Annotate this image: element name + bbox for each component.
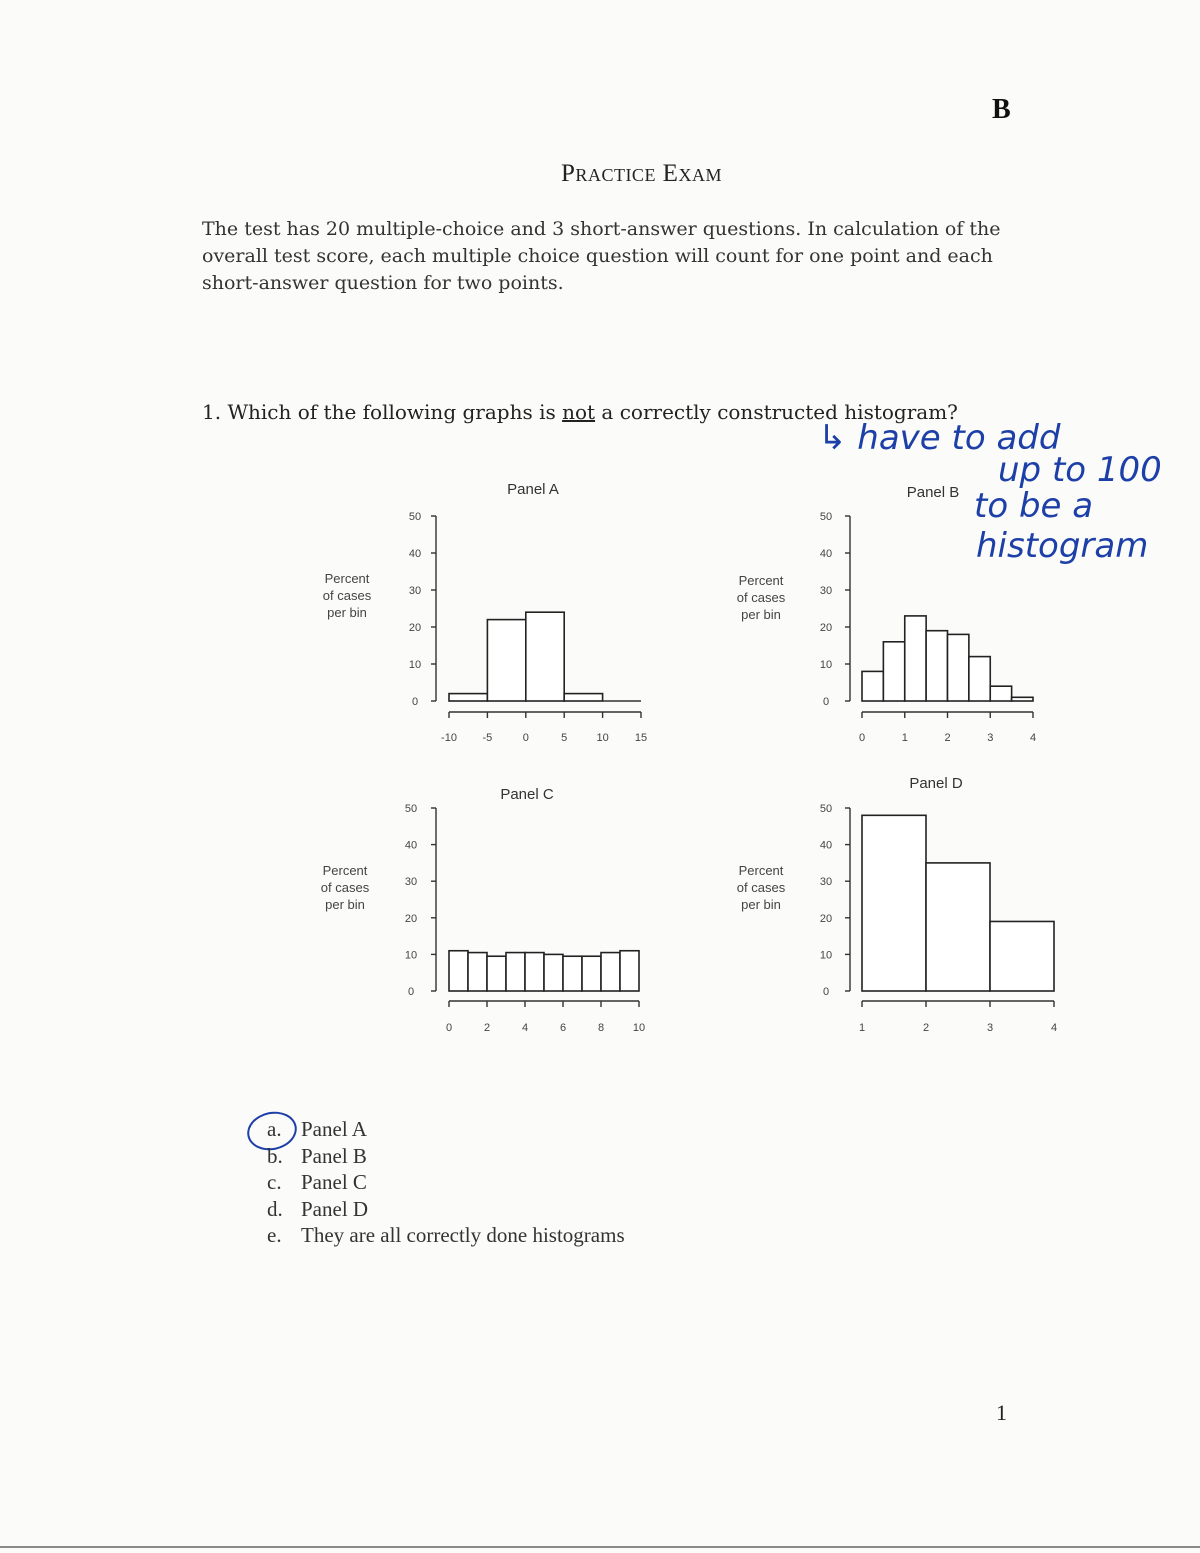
panel-d-bar <box>990 921 1054 991</box>
panel-a-y-tick-label: 10 <box>408 659 422 671</box>
panel-d-y-tick-label: 10 <box>819 949 833 962</box>
panel-a-ylabel-line: of cases <box>322 588 372 603</box>
answer-option-2 <box>267 1169 625 1196</box>
panel-b-x-tick-label: 0 <box>858 732 866 744</box>
panel-d-bar <box>862 815 926 991</box>
panel-c-bar <box>601 953 620 991</box>
answer-option-letter: d. <box>267 1196 283 1221</box>
panel-b-x-tick-label: 2 <box>944 732 951 744</box>
panel-d-x-tick-label: 3 <box>986 1022 994 1034</box>
panel-b-y-tick-label: 40 <box>819 548 833 560</box>
handwritten-note-line-3: to be a <box>974 486 1094 526</box>
answer-option-text: Panel B <box>301 1143 367 1168</box>
panel-b-bar <box>905 616 926 701</box>
panel-c-bar <box>525 953 544 991</box>
page-number: 1 <box>996 1400 1007 1425</box>
question-text-after: a correctly constructed histogram? <box>601 400 958 424</box>
panel-b-bar <box>883 642 904 701</box>
panel-c-x-tick-label: 10 <box>632 1022 646 1034</box>
answer-option-text: Panel D <box>301 1196 369 1221</box>
exam-instructions: The test has 20 multiple-choice and 3 short-answer questions. In calculation of the overall test score, each multiple choice question will count for one point and each short-answer question for two points. <box>202 218 1001 294</box>
panel-c-x-tick-label: 6 <box>559 1022 567 1034</box>
panel-b-bar <box>1012 697 1033 701</box>
panel-b-x-tick-label: 4 <box>1029 732 1037 744</box>
panel-a-bar <box>564 694 602 701</box>
panel-a-bar <box>526 612 564 701</box>
panel-a-y-tick-label: 20 <box>408 622 422 634</box>
panel-b-y-tick-label: 50 <box>819 511 833 523</box>
panel-c-bar <box>544 954 563 991</box>
answer-option-letter: e. <box>267 1223 282 1247</box>
panel-c-y-tick-label: 30 <box>404 876 418 889</box>
panel-b-ylabel-line: of cases <box>736 590 786 605</box>
panel-b-y-tick-label: 0 <box>822 696 830 708</box>
answer-option-letter: b. <box>267 1143 283 1168</box>
panel-d-title: Panel D <box>909 775 963 792</box>
answer-option-text: They are all correctly done histograms <box>301 1223 625 1247</box>
panel-b-bar <box>948 634 969 701</box>
panel-a-bar <box>487 620 525 701</box>
panel-c-bar <box>506 953 525 991</box>
answer-options <box>267 1116 625 1249</box>
answer-option-3 <box>267 1196 625 1223</box>
panel-a-y-tick-label: 30 <box>408 585 422 597</box>
panel-b-bar <box>862 671 883 701</box>
panel-c-x-tick-label: 8 <box>597 1022 605 1034</box>
handwritten-note-line-4: histogram <box>976 526 1149 566</box>
panel-b-y-tick-label: 20 <box>819 622 833 634</box>
panel-a-x-tick-label: -10 <box>441 732 457 744</box>
panel-c-bar <box>620 951 639 991</box>
panel-c-bar <box>487 956 506 991</box>
question-number: 1. <box>202 400 222 424</box>
panel-b-bar <box>926 631 947 701</box>
panel-c-title: Panel C <box>500 786 554 803</box>
panel-a-x-tick-label: 10 <box>596 732 609 744</box>
panel-c-y-tick-label: 10 <box>404 949 418 962</box>
panel-d-x-tick-label: 2 <box>922 1022 930 1034</box>
panel-c-bar <box>563 956 582 991</box>
panel-a-title: Panel A <box>507 481 559 498</box>
panel-b-ylabel-line: Percent <box>738 573 784 588</box>
answer-option-1 <box>267 1143 625 1170</box>
panel-b-y-tick-label: 10 <box>819 659 833 671</box>
panel-a-y-tick-label: 40 <box>408 548 422 560</box>
panel-a-x-tick-label: 15 <box>634 732 648 744</box>
panel-a-y-tick-label: 50 <box>408 511 422 523</box>
panel-c-bar <box>449 951 468 991</box>
panel-a-x-tick-label: 5 <box>561 732 568 744</box>
panel-b-y-tick-label: 30 <box>819 585 833 597</box>
panel-d-x-tick-label: 4 <box>1050 1022 1058 1034</box>
panel-c-bar <box>468 953 487 991</box>
panel-b-bar <box>990 686 1011 701</box>
panel-a-x-tick-label: 0 <box>522 732 529 744</box>
panel-d-ylabel-line: Percent <box>738 863 784 878</box>
panel-d-y-tick-label: 20 <box>819 912 833 925</box>
panel-b-title: Panel B <box>906 484 960 501</box>
panel-d-y-tick-label: 40 <box>819 839 833 852</box>
answer-option-4 <box>267 1222 625 1249</box>
answer-option-0 <box>267 1116 625 1143</box>
panel-d-y-tick-label: 50 <box>819 803 833 815</box>
panel-d-bar <box>926 863 990 991</box>
answer-option-text: Panel C <box>301 1170 367 1194</box>
handwritten-note-line-1: ↳ have to add <box>818 418 1061 458</box>
panel-d-ylabel-line: of cases <box>736 880 786 895</box>
panel-b-x-tick-label: 1 <box>901 732 908 744</box>
panel-c-bar <box>582 956 601 991</box>
panel-c-y-tick-label: 40 <box>404 839 418 852</box>
panel-c-y-tick-label: 20 <box>404 912 418 925</box>
panel-d-y-tick-label: 30 <box>819 876 833 889</box>
panel-a-bar <box>449 694 487 701</box>
panel-a-ylabel-line: Percent <box>324 571 370 586</box>
panel-a-y-tick-label: 0 <box>411 696 419 708</box>
scan-edge-line <box>0 1546 1200 1548</box>
panel-c-ylabel-line: Percent <box>322 863 368 878</box>
panel-b-ylabel-line: per bin <box>741 607 781 622</box>
exam-version-letter: B <box>992 94 1011 125</box>
panel-d-x-tick-label: 1 <box>858 1022 866 1034</box>
exam-title: Practice Exam <box>561 160 722 187</box>
panel-c-x-tick-label: 0 <box>445 1022 453 1034</box>
panel-c-x-tick-label: 4 <box>521 1022 529 1034</box>
question-emphasis: not <box>562 400 596 424</box>
panel-c-ylabel-line: of cases <box>320 880 370 895</box>
panel-a-ylabel-line: per bin <box>327 605 367 620</box>
panel-d-y-tick-label: 0 <box>822 986 830 998</box>
panel-a-x-tick-label: -5 <box>482 732 493 744</box>
question-text-before: Which of the following graphs is <box>227 400 556 424</box>
panel-c-ylabel-line: per bin <box>325 897 365 912</box>
panel-b-bar <box>969 657 990 701</box>
handwritten-note-line-2: up to 100 <box>998 450 1162 490</box>
answer-option-letter: c. <box>267 1170 282 1194</box>
panel-c-y-tick-label: 50 <box>404 803 418 815</box>
answer-option-letter: a. <box>267 1117 282 1141</box>
panel-d-ylabel-line: per bin <box>741 897 781 912</box>
panel-b-x-tick-label: 3 <box>987 732 994 744</box>
answer-option-text: Panel A <box>301 1117 367 1141</box>
panel-c-x-tick-label: 2 <box>483 1022 491 1034</box>
panel-c-y-tick-label: 0 <box>407 986 415 998</box>
